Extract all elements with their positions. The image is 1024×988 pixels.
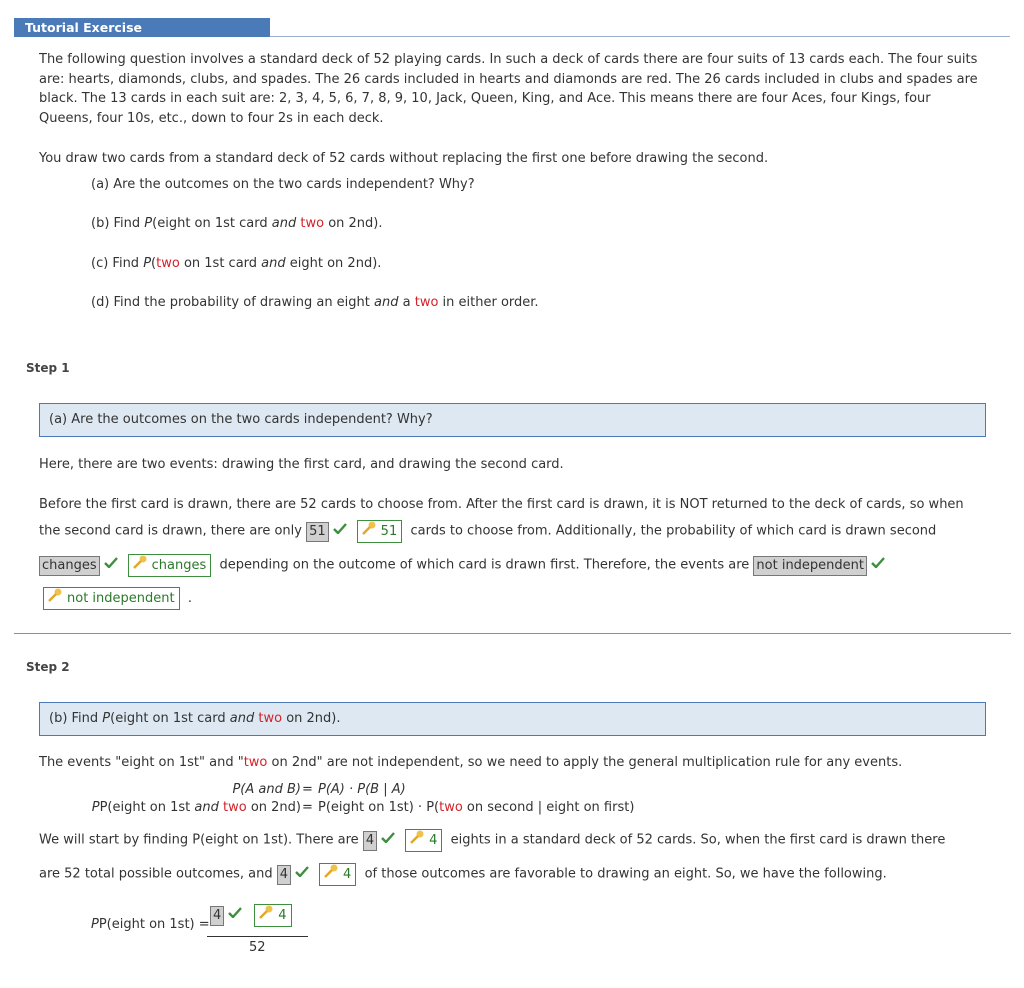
- answer-field-numerator[interactable]: 4: [210, 906, 224, 926]
- step-divider: [14, 633, 1011, 634]
- answer-field-4b[interactable]: 4: [277, 865, 291, 885]
- step-2-question-box: (b) Find P(eight on 1st card and two on 2nd).: [39, 702, 986, 736]
- question-d: (d) Find the probability of drawing an eight and a two in either order.: [91, 295, 539, 310]
- question-a: (a) Are the outcomes on the two cards independent? Why?: [91, 177, 475, 192]
- key-answer-51: 51: [357, 520, 403, 543]
- equation-2-lhs: PP(eight on 1st and two on 2nd): [91, 800, 301, 815]
- header-rule: [270, 36, 1010, 37]
- answer-field-51[interactable]: 51: [306, 522, 329, 542]
- equation-1-lhs: P(A and B): [232, 782, 301, 797]
- check-icon: [871, 552, 885, 578]
- check-icon: [295, 861, 309, 887]
- key-icon: [47, 588, 63, 609]
- fraction-numerator: [210, 902, 292, 929]
- tutorial-exercise-tab: Tutorial Exercise: [14, 18, 270, 37]
- equation-2-rhs: P(eight on 1st) · P(two on second | eight on first): [318, 800, 635, 815]
- key-icon: [361, 521, 377, 542]
- answer-field-not-independent[interactable]: not independent: [753, 556, 867, 576]
- answer-field-changes[interactable]: changes: [39, 556, 100, 576]
- step-2-line-1: We will start by finding P(eight on 1st). There are 4 4 eights in a standard deck of 52 cards. So, when the first card is drawn there: [39, 827, 945, 854]
- step-1-line-1: Before the first card is drawn, there are 52 cards to choose from. After the first card is drawn, it is NOT returned to the deck of cards, so when: [39, 497, 964, 512]
- step-1-line-3: changes changes depending on the outcome of which card is drawn first. Therefore, the events are not independent: [39, 552, 895, 579]
- key-answer-numerator: 4: [254, 904, 291, 927]
- key-icon: [409, 830, 425, 851]
- key-icon: [258, 905, 274, 926]
- step-2-label: Step 2: [26, 660, 70, 674]
- check-icon: [333, 518, 347, 544]
- step-2-intro-text: The events "eight on 1st" and "two on 2nd" are not independent, so we need to apply the general multiplication rule for any events.: [39, 755, 903, 770]
- equation-1-equals: =: [302, 782, 313, 797]
- step-1-question-box: (a) Are the outcomes on the two cards independent? Why?: [39, 403, 986, 437]
- fraction-lhs: PP(eight on 1st) =: [91, 917, 210, 932]
- key-answer-4b: 4: [319, 863, 356, 886]
- equation-1-rhs: P(A) · P(B | A): [318, 782, 406, 797]
- fraction-denominator: 52: [249, 940, 266, 955]
- step-2-line-2: are 52 total possible outcomes, and 4 4 of those outcomes are favorable to drawing an eight. So, we have the following.: [39, 861, 887, 888]
- key-answer-not-independent: not independent: [43, 587, 180, 610]
- step-1-label: Step 1: [26, 361, 70, 375]
- check-icon: [228, 902, 242, 928]
- question-b: (b) Find P(eight on 1st card and two on 2nd).: [91, 216, 383, 231]
- key-icon: [323, 864, 339, 885]
- answer-field-4[interactable]: 4: [363, 831, 377, 851]
- check-icon: [104, 552, 118, 578]
- equation-2-equals: =: [302, 800, 313, 815]
- check-icon: [381, 827, 395, 853]
- key-answer-changes: changes: [128, 554, 212, 577]
- question-c: (c) Find P(two on 1st card and eight on 2nd).: [91, 256, 382, 271]
- step-1-events-text: Here, there are two events: drawing the first card, and drawing the second card.: [39, 457, 564, 472]
- intro-paragraph: The following question involves a standard deck of 52 playing cards. In such a deck of cards there are four suits of 13 cards each. The four suits are: hearts, diamonds, clubs, and spades. The 26 cards included in hearts and diamonds are red. The 26 cards included in clubs and spades are black. The 13 cards in each suit are: 2, 3, 4, 5, 6, 7, 8, 9, 10, Jack, Queen, King, and Ace. This means there are four Aces, four Kings, four Queens, four 10s, etc., down to four 2s in each deck.: [39, 52, 978, 126]
- step-1-line-2: the second card is drawn, there are only 51 51 cards to choose from. Additionally, the probability of which card is drawn second: [39, 518, 936, 545]
- fraction-bar: [207, 936, 308, 937]
- key-answer-4: 4: [405, 829, 442, 852]
- step-1-line-4: not independent .: [43, 586, 192, 612]
- scenario-text: You draw two cards from a standard deck of 52 cards without replacing the first one before drawing the second.: [39, 151, 769, 166]
- key-icon: [132, 555, 148, 576]
